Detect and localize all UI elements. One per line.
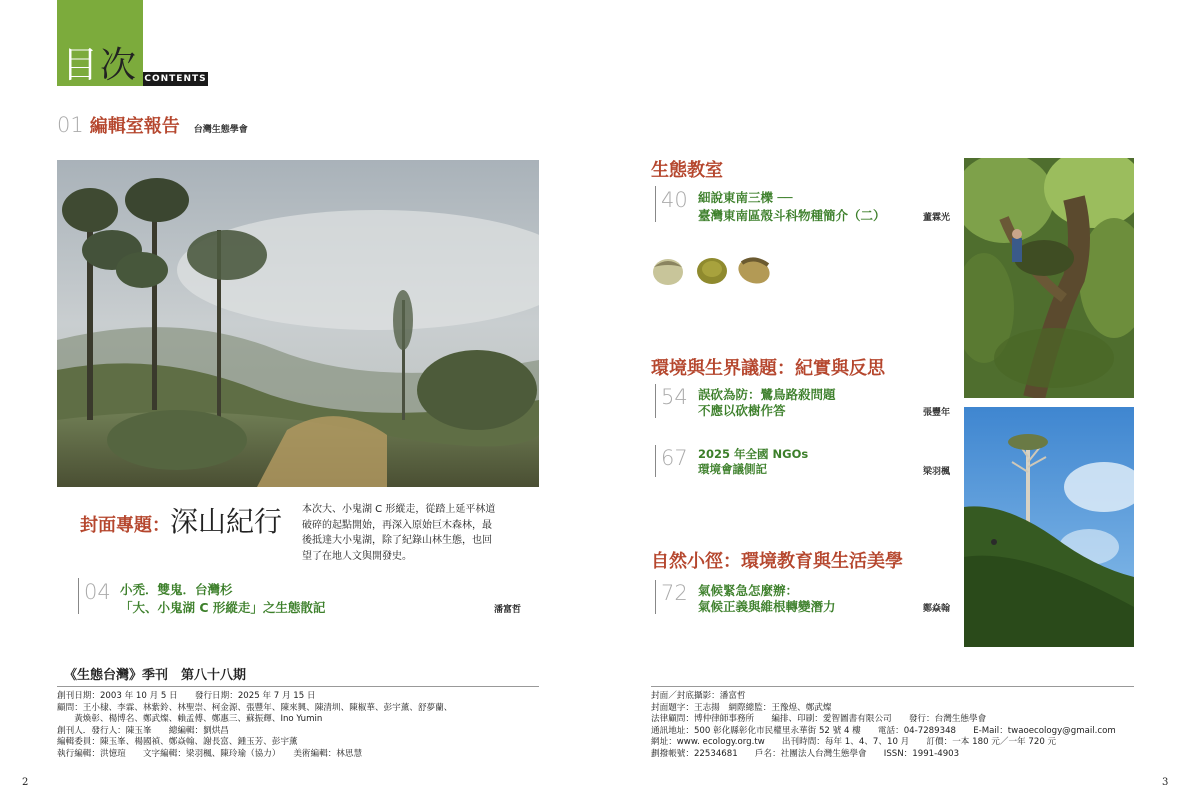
article-title-line1: 小禿．雙鬼．台灣杉 xyxy=(120,582,233,597)
editorial-author: 台灣生態學會 xyxy=(193,125,248,135)
article-number: 04 xyxy=(84,580,111,604)
editorial-entry[interactable] xyxy=(57,112,248,138)
divider xyxy=(655,384,656,418)
article-author: 張豐年 xyxy=(923,408,951,418)
masthead-line: 法律顧問：博仲律師事務所 編排、印刷：愛智圖書有限公司 發行：台灣生態學會 xyxy=(651,714,987,724)
masthead-line: 執行編輯：洪憶瑄 文字編輯：梁羽楓、陳玲瑜（協力） 美術編輯：林思慧 xyxy=(57,748,363,759)
article-number: 54 xyxy=(661,385,688,409)
tree-climbing-photo xyxy=(964,158,1134,398)
masthead-line: 劃撥帳號：22534681 戶名：社團法人台灣生態學會 ISSN：1991-4903 xyxy=(651,748,960,759)
article-title-line2: 氣候正義與維根轉變潛力 xyxy=(698,599,836,614)
masthead-rule-right xyxy=(651,686,1134,687)
tall-tree-photo xyxy=(964,407,1134,647)
article-72[interactable] xyxy=(661,579,951,617)
cover-feature-label: 封面專題： xyxy=(80,515,170,536)
editorial-number: 01 xyxy=(57,113,84,137)
article-title-line2: 不應以砍樹作答 xyxy=(698,403,786,418)
masthead-line: 編輯委員：陳玉峯、楊國禎、鄭焱翰、謝長富、鍾玉芳、彭宇薰 xyxy=(57,737,298,747)
masthead-line: 封面／封底攝影：潘富哲 xyxy=(651,691,746,701)
article-title-line2: 「大、小鬼湖 C 形縱走」之生態散記 xyxy=(120,600,326,615)
article-title-line2: 環境會議側記 xyxy=(698,462,767,476)
masthead-left xyxy=(57,691,539,760)
cover-feature-heading xyxy=(80,500,282,540)
article-author: 梁羽楓 xyxy=(923,467,951,477)
article-number: 40 xyxy=(661,188,688,212)
masthead-line: 創刊日期：2003 年 10 月 5 日 發行日期：2025 年 7 月 15 日 xyxy=(57,691,316,701)
page-title-char-1: 目 xyxy=(62,45,101,86)
cover-feature-title: 深山紀行 xyxy=(170,505,283,538)
article-title-line1: 誤砍為防：鷺鳥路殺問題 xyxy=(698,387,836,402)
description-line: 破碎的起點開始，再深入原始巨木森林，最 xyxy=(302,519,492,531)
article-author: 董霖光 xyxy=(923,213,951,223)
article-number: 67 xyxy=(661,446,688,470)
article-author: 潘富哲 xyxy=(494,605,522,615)
cover-photo xyxy=(57,160,539,487)
description-line: 後抵達大小鬼湖，除了紀錄山林生態，也回 xyxy=(302,535,492,546)
masthead-line: 黃煥彰、楊博名、鄭武燦、賴孟傅、鄭惠三、蘇振輝、Ino Yumin xyxy=(57,714,323,724)
editorial-title: 編輯室報告 xyxy=(89,116,180,137)
article-title-line1: 細說東南三櫟 ── xyxy=(698,190,793,205)
masthead-title: 《生態台灣》季刊 第八十八期 xyxy=(64,668,247,683)
description-line: 本次大、小鬼湖 C 形縱走，從踏上延平林道 xyxy=(302,504,496,515)
article-number: 72 xyxy=(661,581,688,605)
masthead-rule-left xyxy=(57,686,539,687)
divider xyxy=(655,186,656,222)
page-title xyxy=(62,44,138,88)
masthead-right xyxy=(651,691,1134,760)
page-title-char-2: 次 xyxy=(100,45,139,86)
section-nature-path: 自然小徑：環境教育與生活美學 xyxy=(651,551,903,572)
article-67[interactable] xyxy=(661,444,951,482)
masthead-line: 顧問：王小棣、李霖、林紫鈴、林聖崇、柯金源、張豐年、陳來興、陳清圳、陳椒華、彭宇薰、舒夢蘭、 xyxy=(57,702,453,713)
contents-label: CONTENTS xyxy=(144,74,207,84)
divider xyxy=(655,445,656,477)
article-author: 鄭焱翰 xyxy=(923,604,951,614)
divider xyxy=(78,578,79,614)
acorn-images xyxy=(648,253,778,289)
section-environment: 環境與生界議題：紀實與反思 xyxy=(651,358,885,379)
article-title-line2: 臺灣東南區殼斗科物種簡介（二） xyxy=(698,208,886,223)
cover-feature-description xyxy=(302,502,542,564)
article-54[interactable] xyxy=(661,383,951,421)
article-title-line1: 氣候緊急怎麼辦： xyxy=(698,583,799,598)
page-number-right: 3 xyxy=(1162,777,1169,788)
article-04[interactable] xyxy=(84,578,524,618)
masthead-line: 網址：www. ecology.org.tw 出刊時間：每年 1、4、7、10 月 訂價：一本 180 元／一年 720 元 xyxy=(651,737,1057,747)
section-ecology-class: 生態教室 xyxy=(651,160,723,181)
description-line: 望了在地人文與開發史。 xyxy=(302,550,412,562)
masthead-line: 創刊人．發行人：陳玉峯 總編輯：劉烘昌 xyxy=(57,725,229,736)
article-40[interactable] xyxy=(661,186,951,226)
article-title-line1: 2025 年全國 NGOs xyxy=(698,447,809,461)
divider xyxy=(655,580,656,614)
masthead-line: 通訊地址：500 彰化縣彰化市民權里永華街 52 號 4 樓 電話：04-7289348 E-Mail：twaoecology@gmail.com xyxy=(651,725,1116,736)
masthead-line: 封面題字：王志揚 網際總監：王豫煌、鄭武燦 xyxy=(651,702,832,713)
page-number-left: 2 xyxy=(22,777,29,788)
